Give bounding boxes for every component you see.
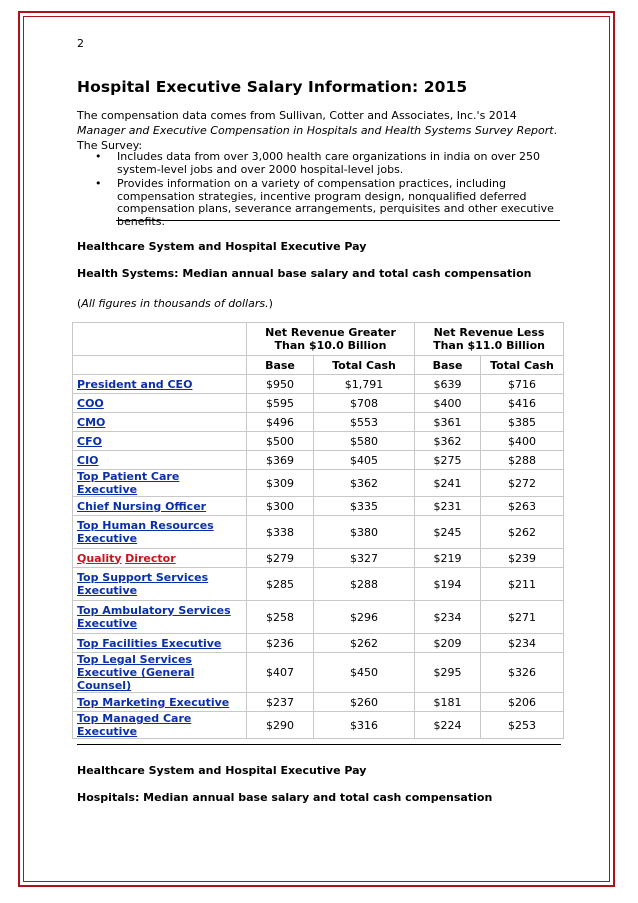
table-cell: $496 <box>247 413 314 432</box>
table-row <box>72 470 564 497</box>
table-cell: $450 <box>314 653 415 693</box>
divider <box>116 220 560 221</box>
table-cell: $258 <box>247 601 314 634</box>
table-cell: $309 <box>247 470 314 497</box>
table-row <box>72 375 564 394</box>
role-link[interactable]: Top Facilities Executive <box>77 636 222 650</box>
divider <box>77 744 561 745</box>
table-row <box>72 516 564 549</box>
table-cell: $239 <box>481 549 564 568</box>
table-row <box>72 394 564 413</box>
role-link[interactable]: Top Support Services Executive <box>77 571 209 597</box>
column-header: Total Cash <box>314 356 415 375</box>
table-row <box>72 432 564 451</box>
table-cell: $263 <box>481 497 564 516</box>
table-cell: $400 <box>415 394 481 413</box>
section2-heading: Healthcare System and Hospital Executive Pay <box>77 764 367 777</box>
table-cell: $362 <box>314 470 415 497</box>
table-cell: $316 <box>314 712 415 739</box>
table-cell: $231 <box>415 497 481 516</box>
table-cell: $236 <box>247 634 314 653</box>
table-cell: $362 <box>415 432 481 451</box>
table-cell: $300 <box>247 497 314 516</box>
table-cell: $296 <box>314 601 415 634</box>
table-row <box>72 549 564 568</box>
table-cell: $288 <box>481 451 564 470</box>
units-note: (All figures in thousands of dollars.) <box>77 297 273 310</box>
table-cell: $245 <box>415 516 481 549</box>
group-header-over-10b: Net Revenue Greater Than $10.0 Billion <box>247 322 415 356</box>
table-cell: $260 <box>314 693 415 712</box>
table-cell: $553 <box>314 413 415 432</box>
table-cell: $950 <box>247 375 314 394</box>
table-row <box>72 693 564 712</box>
page-number: 2 <box>77 37 84 50</box>
group-header-under-11b: Net Revenue Less Than $11.0 Billion <box>415 322 564 356</box>
survey-bullet-list <box>77 151 562 230</box>
table-corner-cell <box>72 322 247 356</box>
table-cell: $595 <box>247 394 314 413</box>
table-row <box>72 653 564 693</box>
executive-pay-table <box>72 322 564 739</box>
page-title: Hospital Executive Salary Information: 2015 <box>77 78 468 96</box>
table-cell: $369 <box>247 451 314 470</box>
table-cell: $385 <box>481 413 564 432</box>
table-cell: $716 <box>481 375 564 394</box>
table-cell: $237 <box>247 693 314 712</box>
table-cell: $405 <box>314 451 415 470</box>
role-link[interactable]: CFO <box>77 434 102 448</box>
table-row <box>72 601 564 634</box>
role-link[interactable]: Chief Nursing Officer <box>77 499 207 513</box>
table-row <box>72 634 564 653</box>
table-cell: $380 <box>314 516 415 549</box>
table-cell: $219 <box>415 549 481 568</box>
table-cell: $361 <box>415 413 481 432</box>
table-cell: $194 <box>415 568 481 601</box>
intro-paragraph <box>77 108 567 153</box>
table-cell: $295 <box>415 653 481 693</box>
role-link-director[interactable]: Director <box>125 551 176 565</box>
table-group-header-row <box>72 322 564 356</box>
bullet-item: • Includes data from over 3,000 health care organizations in india on over 250 system-level jobs and over 2000 hospital-level jobs. <box>77 151 562 176</box>
table-cell: $326 <box>481 653 564 693</box>
role-link-quality[interactable]: Quality <box>77 551 122 565</box>
role-link[interactable]: Top Marketing Executive <box>77 695 230 709</box>
bullet-item: • Provides information on a variety of compensation practices, including compensation strategies, incentive program design, nonqualified deferred compensation plans, severance arrangements, perquisites and other executive benefits. <box>77 178 562 228</box>
table-cell: $224 <box>415 712 481 739</box>
table-cell: $234 <box>415 601 481 634</box>
section2-subheading: Hospitals: Median annual base salary and total cash compensation <box>77 791 493 804</box>
table-cell: $400 <box>481 432 564 451</box>
role-link[interactable]: Top Ambulatory Services Executive <box>77 604 231 630</box>
table-cell: $262 <box>481 516 564 549</box>
table-cell: $275 <box>415 451 481 470</box>
table-row <box>72 568 564 601</box>
intro-report-name: Manager and Executive Compensation in Hospitals and Health Systems Survey Report <box>77 124 554 137</box>
table-cell: $708 <box>314 394 415 413</box>
table-row <box>72 497 564 516</box>
table-cell: $241 <box>415 470 481 497</box>
table-cell: $285 <box>247 568 314 601</box>
role-link[interactable]: CIO <box>77 453 99 467</box>
table-blank-cell <box>72 356 247 375</box>
column-header: Base <box>247 356 314 375</box>
table-cell: $288 <box>314 568 415 601</box>
table-cell: $580 <box>314 432 415 451</box>
column-header: Total Cash <box>481 356 564 375</box>
table-cell: $253 <box>481 712 564 739</box>
table-cell: $407 <box>247 653 314 693</box>
role-link[interactable]: COO <box>77 396 104 410</box>
table-cell: $279 <box>247 549 314 568</box>
table-cell: $271 <box>481 601 564 634</box>
table-cell: $500 <box>247 432 314 451</box>
role-link[interactable]: President and CEO <box>77 377 193 391</box>
table-row <box>72 451 564 470</box>
table-cell: $290 <box>247 712 314 739</box>
section1-subheading: Health Systems: Median annual base salary and total cash compensation <box>77 267 532 280</box>
table-cell: $206 <box>481 693 564 712</box>
intro-prefix: The compensation data comes from Sullivan, Cotter and Associates, Inc.'s 2014 <box>77 109 517 122</box>
section1-heading: Healthcare System and Hospital Executive Pay <box>77 240 367 253</box>
role-link[interactable]: Top Human Resources Executive <box>77 519 214 545</box>
intro-suffix: . The Survey: <box>77 124 558 152</box>
table-cell: $234 <box>481 634 564 653</box>
table-cell: $181 <box>415 693 481 712</box>
table-cell: $272 <box>481 470 564 497</box>
table-cell: $327 <box>314 549 415 568</box>
role-link[interactable]: Top Legal Services Executive (General Counsel) <box>77 653 195 692</box>
table-row <box>72 413 564 432</box>
table-cell: $416 <box>481 394 564 413</box>
table-cell: $335 <box>314 497 415 516</box>
table-cell: $338 <box>247 516 314 549</box>
table-cell: $262 <box>314 634 415 653</box>
table-cell: $209 <box>415 634 481 653</box>
table-cell: $639 <box>415 375 481 394</box>
table-column-header-row <box>72 356 564 375</box>
column-header: Base <box>415 356 481 375</box>
table-row <box>72 712 564 739</box>
role-link[interactable]: Top Patient Care Executive <box>77 470 180 496</box>
role-link[interactable]: Top Managed Care Executive <box>77 712 192 738</box>
table-cell: $1,791 <box>314 375 415 394</box>
table-cell: $211 <box>481 568 564 601</box>
role-link[interactable]: CMO <box>77 415 106 429</box>
